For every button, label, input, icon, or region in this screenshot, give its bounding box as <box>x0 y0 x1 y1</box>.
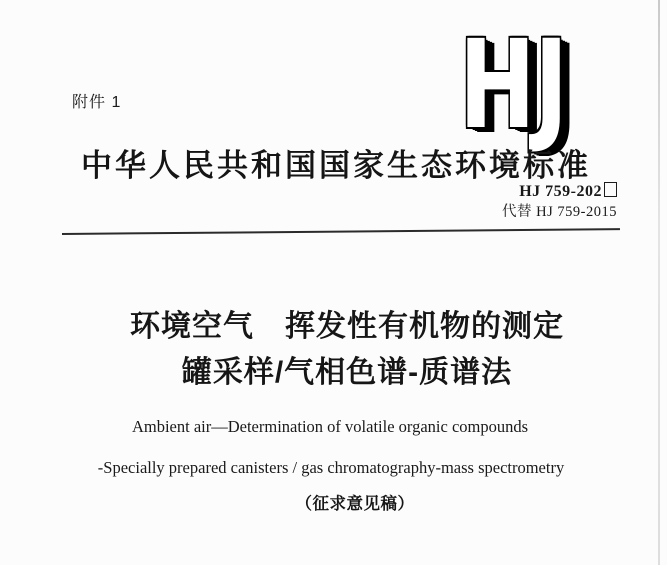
draft-status-note: （征求意见稿） <box>295 495 415 513</box>
standard-number-block <box>502 182 617 222</box>
english-title-line2: -Specially prepared canisters / gas chromatography-mass spectrometry <box>97 458 565 477</box>
standard-category-title: 中华人民共和国国家生态环境标准 <box>81 148 591 183</box>
header-divider-line <box>62 228 620 235</box>
main-title-line2: 罐采样/气相色谱-质谱法 <box>181 356 513 389</box>
replaces-note: 代替 HJ 759-2015 <box>502 204 617 220</box>
standard-number-text: HJ 759-202 <box>519 183 602 200</box>
english-title-line1: Ambient air—Determination of volatile organic compounds <box>131 417 529 436</box>
year-placeholder-box-icon <box>604 182 617 197</box>
main-title <box>130 304 564 396</box>
attachment-label: 附件 1 <box>72 94 122 111</box>
standard-number <box>502 182 617 201</box>
main-title-line1: 环境空气 挥发性有机物的测定 <box>130 310 564 343</box>
page-edge-shadow <box>658 0 660 565</box>
hj-logo: HJ <box>459 14 567 156</box>
